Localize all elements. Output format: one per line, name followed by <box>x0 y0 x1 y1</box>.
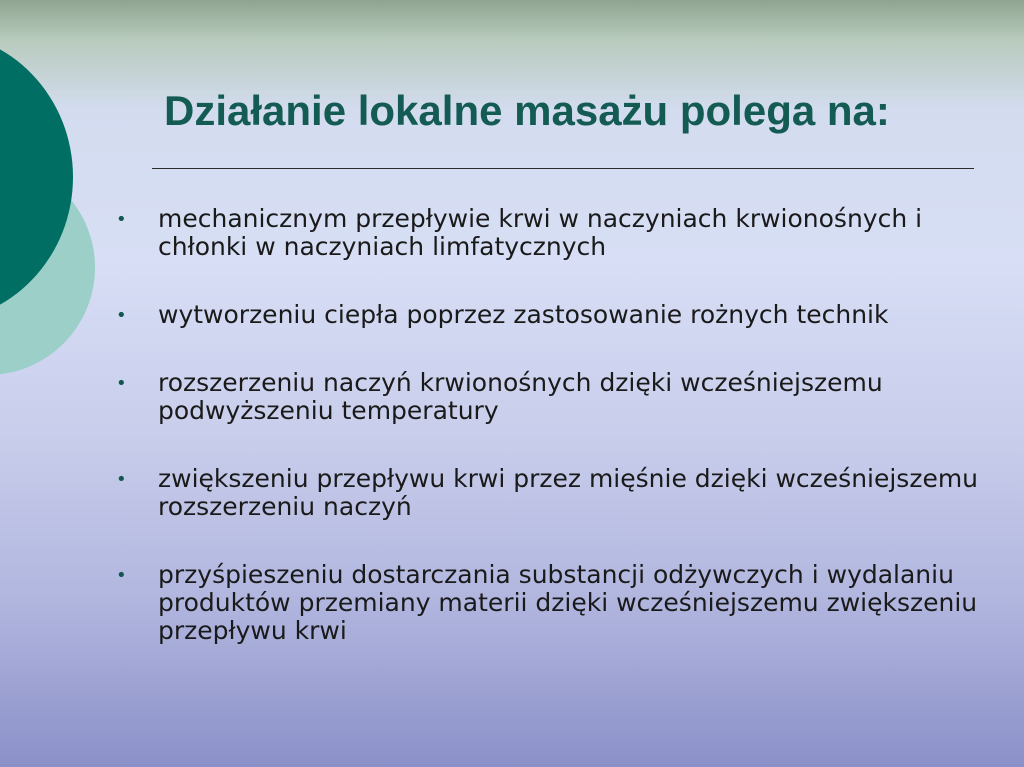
bullet-item <box>116 561 1006 645</box>
title-underline <box>152 168 974 169</box>
bullet-text: mechanicznym przepływie krwi w naczyniach krwionośnych i chłonki w naczyniach limfatycznych <box>158 204 923 261</box>
bullet-dot-icon: • <box>116 305 127 326</box>
bullet-text: wytworzeniu ciepła poprzez zastosowanie rożnych technik <box>158 300 889 329</box>
bullet-dot-icon: • <box>116 565 127 586</box>
bullet-dot-icon: • <box>116 469 127 490</box>
bullet-text: zwiększeniu przepływu krwi przez mięśnie dzięki wcześniejszemu rozszerzeniu naczyń <box>158 464 979 521</box>
bullet-item <box>116 301 1006 329</box>
bullet-dot-icon: • <box>116 209 127 230</box>
slide-title: Działanie lokalne masażu polega na: <box>164 87 890 134</box>
bullet-item <box>116 205 1006 261</box>
bullet-item <box>116 465 1006 521</box>
bullet-text: przyśpieszeniu dostarczania substancji odżywczych i wydalaniu produktów przemiany materii dzięki wcześniejszemu zwiększeniu przepływu krwi <box>158 560 978 645</box>
bullet-text: rozszerzeniu naczyń krwionośnych dzięki wcześniejszemu podwyższeniu temperatury <box>158 368 883 425</box>
bullet-dot-icon: • <box>116 373 127 394</box>
bullet-item <box>116 369 1006 425</box>
bullet-list <box>116 205 1006 685</box>
